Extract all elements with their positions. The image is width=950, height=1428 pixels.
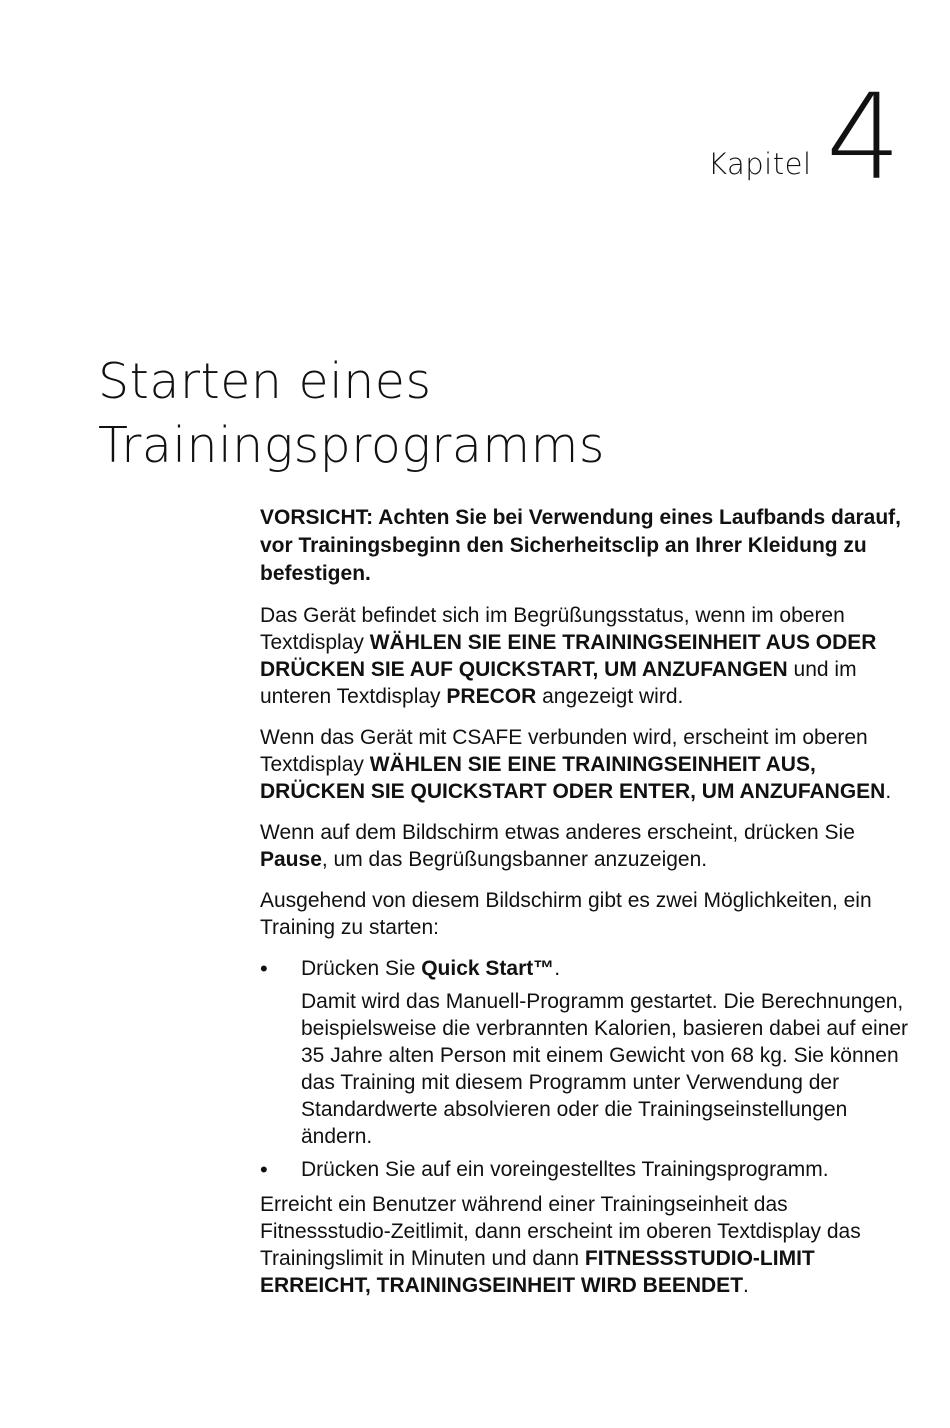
display-message: WÄHLEN SIE EINE TRAININGSEINHEIT AUS, DRÜCKEN SIE QUICKSTART ODER ENTER, UM ANZUFANGEN — [260, 753, 886, 803]
key-name: Pause — [260, 848, 322, 871]
bullet-icon: • — [260, 1157, 268, 1182]
text: , um das Begrüßungsbanner anzuzeigen. — [321, 848, 708, 871]
text: Wenn auf dem Bildschirm etwas anderes erscheint, drücken Sie — [260, 821, 855, 844]
body-content — [260, 504, 910, 1313]
list-item — [260, 955, 910, 1150]
page-title-line2: Trainingsprogramms — [98, 417, 605, 474]
display-message: WÄHLEN SIE EINE TRAININGSEINHEIT AUS ODER DRÜCKEN SIE AUF QUICKSTART, UM ANZUFANGEN — [260, 631, 877, 681]
text: Drücken Sie auf ein voreingestelltes Trainingsprogramm. — [301, 1158, 829, 1181]
paragraph-csafe — [260, 724, 910, 805]
bullet-list — [260, 955, 910, 1183]
paragraph-welcome-status — [260, 602, 910, 710]
text: Wenn das Gerät mit CSAFE verbunden wird, erscheint im oberen Textdisplay — [260, 726, 868, 776]
caution-note: VORSICHT: Achten Sie bei Verwendung eines Laufbands darauf, vor Trainingsbeginn den Sicherheitsclip an Ihrer Kleidung zu befestigen. — [260, 506, 902, 585]
bullet-icon: • — [260, 956, 268, 981]
paragraph-pause — [260, 819, 910, 873]
paragraph-time-limit — [260, 1191, 910, 1299]
text: Erreicht ein Benutzer während einer Trainingseinheit das Fitnessstudio-Zeitlimit, dann erscheint im oberen Textdisplay das Trainingslimit in Minuten und dann — [260, 1193, 861, 1270]
text: Das Gerät befindet sich im Begrüßungsstatus, wenn im oberen Textdisplay — [260, 604, 845, 654]
key-name: Quick Start™ — [421, 957, 555, 980]
list-item — [260, 1156, 910, 1183]
text: angezeigt wird. — [536, 685, 684, 708]
display-message: PRECOR — [446, 685, 537, 708]
display-message: FITNESSSTUDIO-LIMIT ERREICHT, TRAININGSEINHEIT WIRD BEENDET — [260, 1247, 815, 1297]
text: . — [743, 1274, 749, 1297]
text: und im unteren Textdisplay — [260, 658, 857, 708]
text: Drücken Sie — [301, 957, 422, 980]
text: . — [885, 780, 892, 803]
text: . — [554, 957, 561, 980]
page-title — [98, 350, 878, 478]
list-item-detail: Damit wird das Manuell-Programm gestartet. Die Berechnungen, beispielsweise die verbrannten Kalorien, basieren dabei auf einer 35 Jahre alten Person mit einem Gewicht von 68 kg. Sie können das Training mit diesem Programm unter Verwendung der Standardwerte absolvieren oder die Trainingseinstellungen ändern. — [301, 990, 909, 1148]
chapter-label: Kapitel — [708, 147, 812, 181]
chapter-number: 4 — [826, 68, 902, 206]
page-title-line1: Starten eines — [98, 353, 432, 410]
paragraph-options: Ausgehend von diesem Bildschirm gibt es zwei Möglichkeiten, ein Training zu starten: — [260, 889, 872, 939]
